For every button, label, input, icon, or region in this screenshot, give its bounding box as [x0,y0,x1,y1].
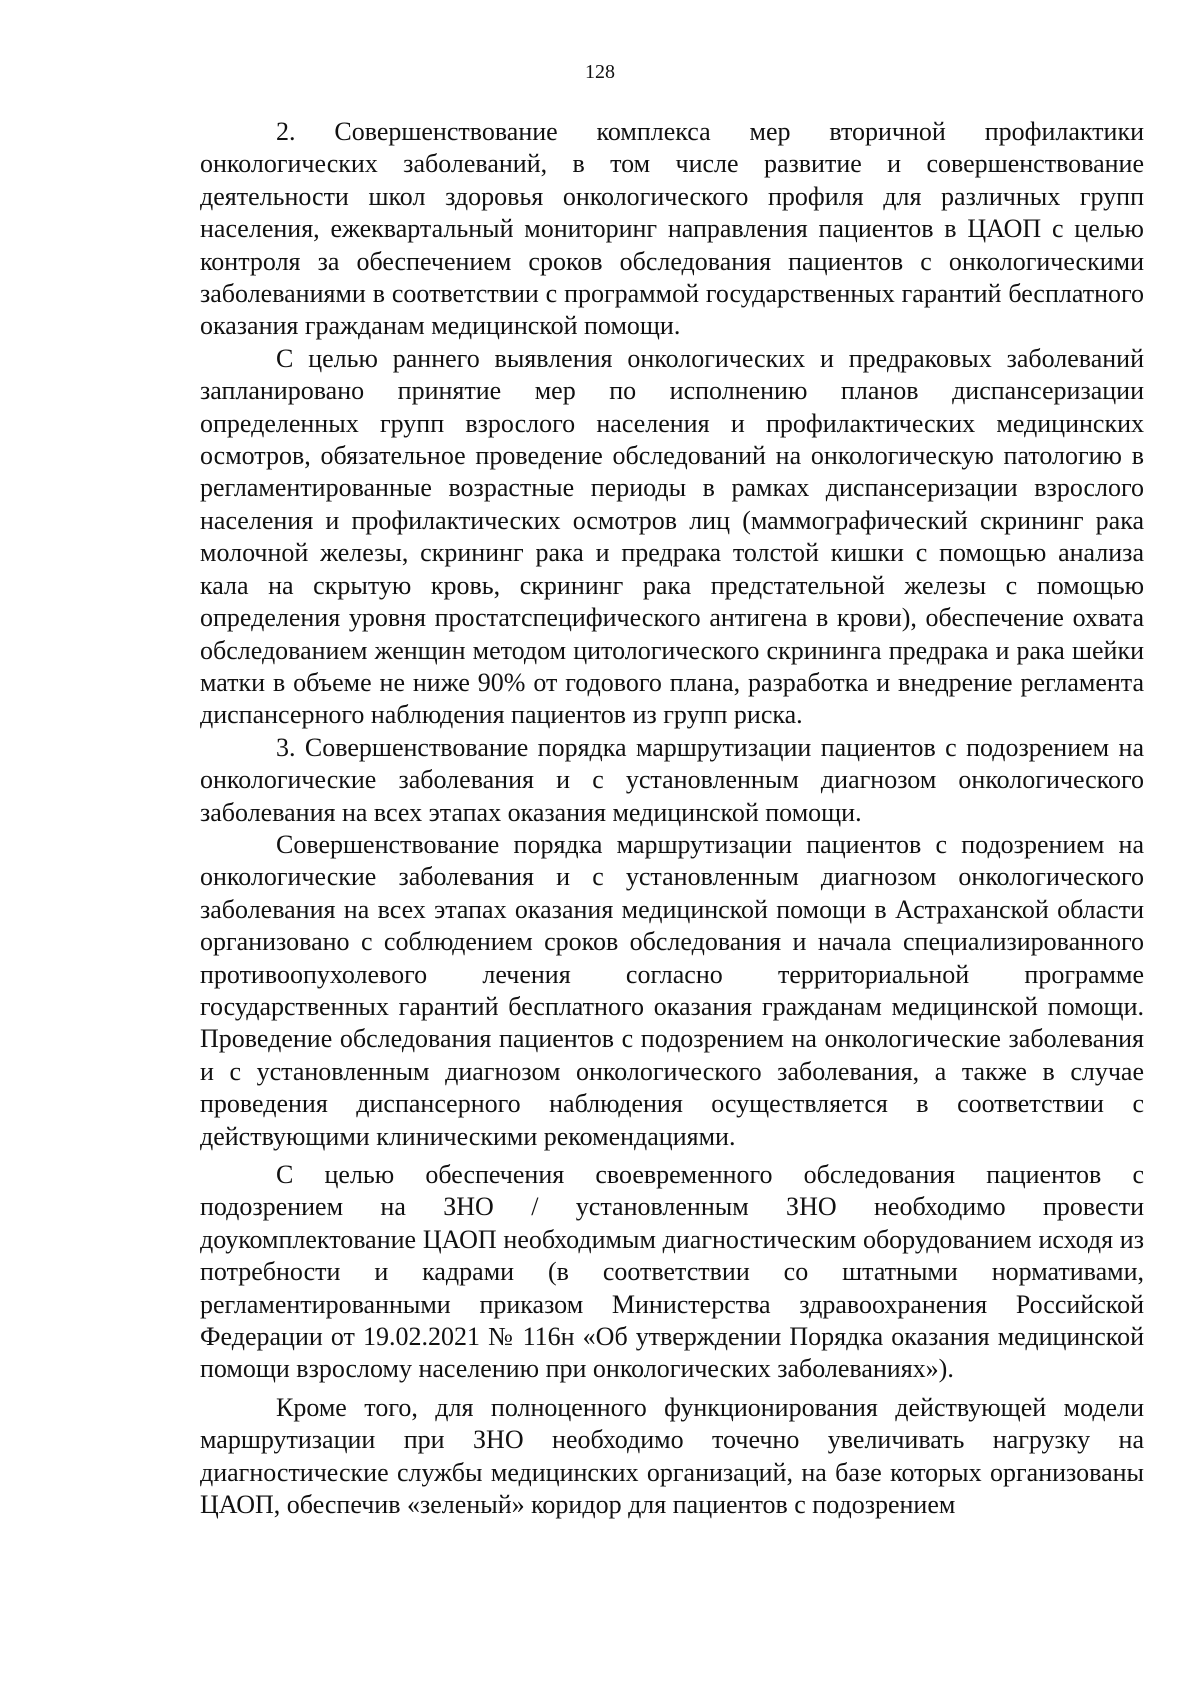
paragraph-equipment-staffing: С целью обеспечения своевременного обследования пациентов с подозрением на ЗНО / установленным ЗНО необходимо провести доукомплектование ЦАОП необходимым диагностическим оборудованием исходя из потребности и кадрами (в соответствии со штатными нормативами, регламентированными приказом Министерства здравоохранения Российской Федерации от 19.02.2021 № 116н «Об утверждении Порядка оказания медицинской помощи взрослому населению при онкологических заболеваниях»). [200,1160,1144,1384]
paragraph-green-corridor: Кроме того, для полноценного функционирования действующей модели маршрутизации при ЗНО необходимо точечно увеличивать нагрузку на диагностические службы медицинских организаций, на базе которых организованы ЦАОП, обеспечив «зеленый» коридор для пациентов с подозрением [200,1392,1144,1520]
paragraph-routing-heading: 3. Совершенствование порядка маршрутизации пациентов с подозрением на онкологические заболевания и с установленным диагнозом онкологического заболевания на всех этапах оказания медицинской помощи. [200,732,1144,827]
document-body [200,116,1144,1521]
page-number: 128 [585,61,615,83]
paragraph-early-detection: С целью раннего выявления онкологических и предраковых заболеваний запланировано принятие мер по исполнению планов диспансеризации определенных групп взрослого населения и профилактических медицинских осмотров, обязательное проведение обследований на онкологическую патологию в регламентированные возрастные периоды в рамках диспансеризации взрослого населения и профилактических осмотров лиц (маммографический скрининг рака молочной железы, скрининг рака и предрака толстой кишки с помощью анализа кала на скрытую кровь, скрининг рака предстательной железы с помощью определения уровня простатспецифического антигена в крови), обеспечение охвата обследованием женщин методом цитологического скрининга предрака и рака шейки матки в объеме не ниже 90% от годового плана, разработка и внедрение регламента диспансерного наблюдения пациентов из групп риска. [200,343,1144,730]
paragraph-secondary-prevention: 2. Совершенствование комплекса мер вторичной профилактики онкологических заболеваний, в том числе развитие и совершенствование деятельности школ здоровья онкологического профиля для различных групп населения, ежеквартальный мониторинг направления пациентов в ЦАОП с целью контроля за обеспечением сроков обследования пациентов с онкологическими заболеваниями в соответствии с программой государственных гарантий бесплатного оказания гражданам медицинской помощи. [200,117,1144,341]
paragraph-routing-details: Совершенствование порядка маршрутизации пациентов с подозрением на онкологические заболевания и с установленным диагнозом онкологического заболевания на всех этапах оказания медицинской помощи в Астраханской области организовано с соблюдением сроков обследования и начала специализированного противоопухолевого лечения согласно территориальной программе государственных гарантий бесплатного оказания гражданам медицинской помощи. Проведение обследования пациентов с подозрением на онкологические заболевания и с установленным диагнозом онкологического заболевания, а также в случае проведения диспансерного наблюдения осуществляется в соответствии с действующими клиническими рекомендациями. [200,829,1144,1151]
